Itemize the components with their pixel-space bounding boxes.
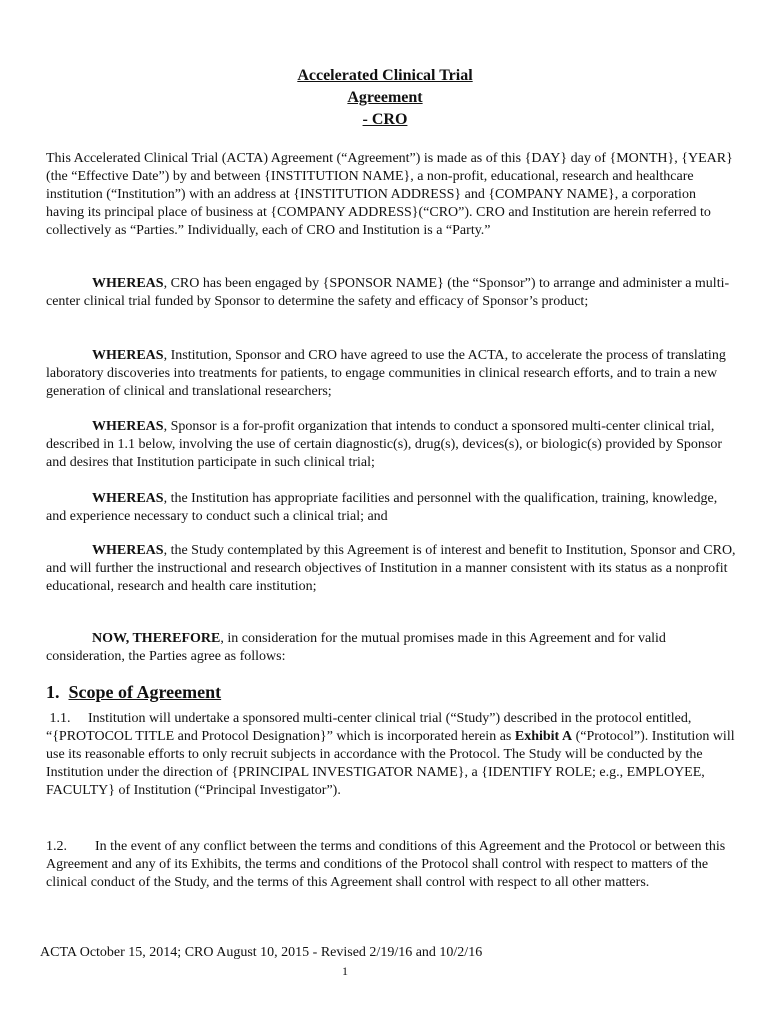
- whereas-keyword: WHEREAS: [92, 276, 164, 291]
- whereas-text: , Sponsor is a for-profit organization that intends to conduct a sponsored multi-center clinical trial, described in 1.1 below, involving the use of certain diagnostic(s), drug(s), devices(s), or biologic(s) provided by Sponsor and desires that Institution participate in such clinical trial;: [46, 419, 722, 470]
- clause-1-2: [46, 838, 736, 892]
- whereas-paragraph-3: [46, 418, 736, 472]
- whereas-keyword: WHEREAS: [92, 491, 164, 506]
- clause-text-b: (“Protocol”). Institution will use its reasonable efforts to only recruit subjects in accordance with the Protocol. The Study will be conducted by the Institution under the direction of {PRINCIPAL INVESTIGATOR NAME}, a {IDENTIFY ROLE; e.g., EMPLOYEE, FACULTY} of Institution (“Principal Investigator”).: [46, 729, 735, 798]
- page-number: 1: [342, 964, 348, 978]
- doc-title-line-1: Accelerated Clinical Trial: [297, 67, 473, 84]
- whereas-keyword: WHEREAS: [92, 419, 164, 434]
- whereas-keyword: WHEREAS: [92, 348, 164, 363]
- section-number: 1.: [46, 682, 60, 702]
- whereas-keyword: WHEREAS: [92, 543, 164, 558]
- whereas-text: , Institution, Sponsor and CRO have agreed to use the ACTA, to accelerate the process of translating laboratory discoveries into treatments for patients, to engage communities in clinical research efforts, and to train a new generation of clinical and translational researchers;: [46, 348, 726, 399]
- section-1-heading: [46, 681, 221, 703]
- section-title: Scope of Agreement: [68, 682, 222, 702]
- clause-text-a: Institution will undertake a sponsored multi-center clinical trial (“Study”) described in the protocol entitled, “{PROTOCOL TITLE and Protocol Designation}” which is incorporated herein as: [46, 711, 692, 744]
- clause-number: 1.1.: [49, 711, 71, 726]
- whereas-paragraph-2: [46, 347, 736, 401]
- footer-revision: ACTA October 15, 2014; CRO August 10, 2015 - Revised 2/19/16 and 10/2/16: [40, 945, 483, 960]
- clause-text: In the event of any conflict between the terms and conditions of this Agreement and the Protocol or between this Agreement and any of its Exhibits, the terms and conditions of the Protocol shall control with respect to matters of the clinical conduct of the Study, and the terms of this Agreement shall control with respect to all other matters.: [46, 839, 726, 890]
- whereas-text: , CRO has been engaged by {SPONSOR NAME} (the “Sponsor”) to arrange and administer a multi-center clinical trial funded by Sponsor to determine the safety and efficacy of Sponsor’s product;: [46, 276, 730, 309]
- exhibit-a-ref: Exhibit A: [514, 729, 573, 744]
- whereas-paragraph-4: [46, 490, 736, 526]
- now-therefore-keyword: NOW, THEREFORE: [92, 631, 221, 646]
- clause-1-1: [46, 710, 736, 800]
- doc-title-line-3: - CRO: [362, 111, 408, 128]
- now-therefore-text: , in consideration for the mutual promises made in this Agreement and for valid consideration, the Parties agree as follows:: [46, 631, 666, 664]
- now-therefore-paragraph: [46, 630, 736, 666]
- whereas-paragraph-1: [46, 275, 736, 311]
- whereas-text: , the Institution has appropriate facilities and personnel with the qualification, training, knowledge, and experience necessary to conduct such a clinical trial; and: [46, 491, 718, 524]
- doc-title-line-2: Agreement: [347, 89, 423, 106]
- whereas-paragraph-5: [46, 542, 736, 596]
- whereas-text: , the Study contemplated by this Agreement is of interest and benefit to Institution, Sponsor and CRO, and will further the instructional and research objectives of Institution in a manner consistent with its status as a nonprofit educational, research and health care institution;: [46, 543, 736, 594]
- clause-number: 1.2.: [46, 839, 67, 854]
- intro-paragraph: This Accelerated Clinical Trial (ACTA) Agreement (“Agreement”) is made as of this {DAY} day of {MONTH}, {YEAR} (the “Effective Date”) by and between {INSTITUTION NAME}, a non-profit, educational, research and healthcare institution (“Institution”) with an address at {INSTITUTION ADDRESS} and {COMPANY NAME}, a corporation having its principal place of business at {COMPANY ADDRESS}(“CRO”). CRO and Institution are herein referred to collectively as “Parties.” Individually, each of CRO and Institution is a “Party.”: [46, 151, 733, 238]
